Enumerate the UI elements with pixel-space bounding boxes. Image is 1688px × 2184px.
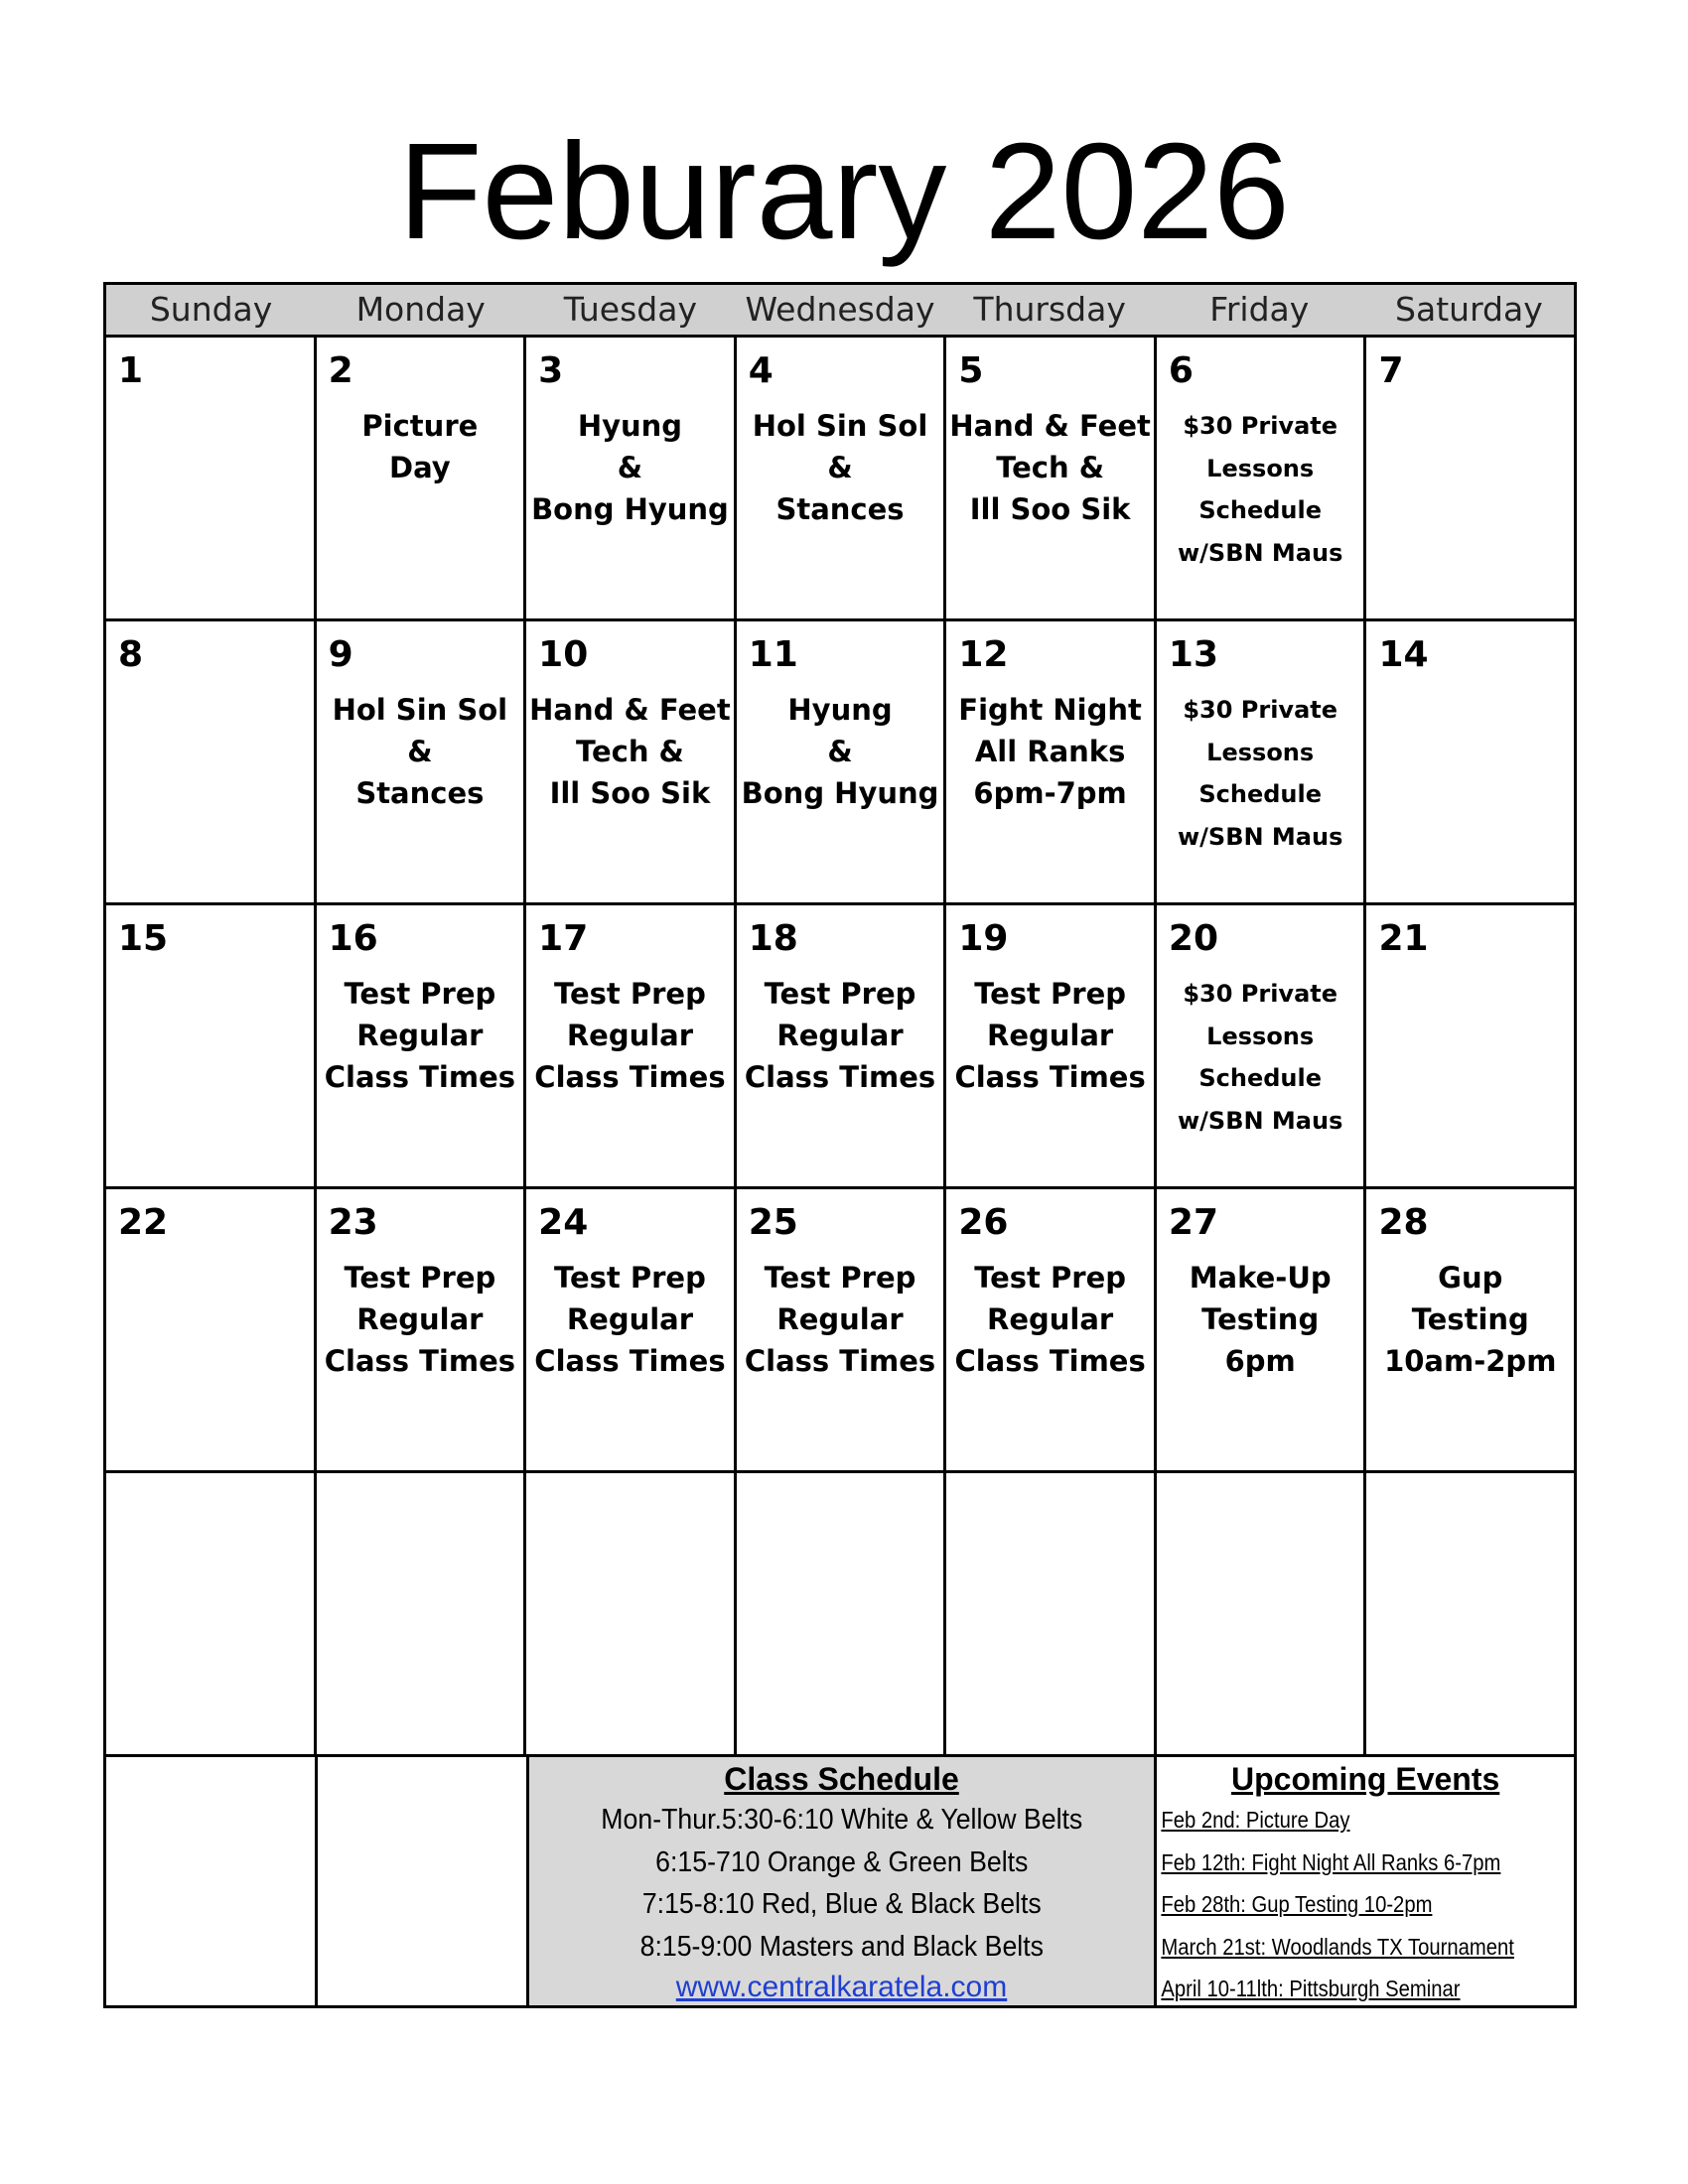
day-cell — [1366, 338, 1574, 618]
event-line: Ill Soo Sik — [549, 776, 711, 810]
event-line: Regular — [776, 1302, 904, 1336]
day-cell — [106, 905, 317, 1186]
event-line: Make-Up — [1189, 1261, 1332, 1295]
event-line: Class Times — [954, 1060, 1146, 1094]
event-line: Bong Hyung — [741, 776, 939, 810]
website-link[interactable]: www.centralkaratela.com — [675, 1971, 1008, 2003]
class-schedule-heading: Class Schedule — [724, 1761, 959, 1797]
event-line: w/SBN Maus — [1177, 1106, 1343, 1135]
event-line: Stances — [775, 492, 905, 526]
day-number: 16 — [328, 918, 378, 959]
day-cell — [526, 1189, 737, 1470]
day-cell — [1366, 1473, 1574, 1754]
week-row — [106, 621, 1574, 905]
day-number: 13 — [1168, 634, 1218, 675]
event-line: Test Prep — [974, 1261, 1126, 1295]
week-row — [106, 905, 1574, 1189]
day-event — [946, 689, 1154, 814]
day-cell — [526, 338, 737, 618]
calendar-footer-row — [106, 1757, 1574, 2005]
day-number: 25 — [748, 1202, 798, 1243]
event-line: $30 Private — [1183, 412, 1338, 440]
schedule-line: Mon-Thur.5:30-6:10 White & Yellow Belts — [601, 1804, 1082, 1836]
event-line: Bong Hyung — [531, 492, 729, 526]
event-line: Testing — [1411, 1302, 1529, 1336]
week-row — [106, 1189, 1574, 1473]
schedule-line: 7:15-8:10 Red, Blue & Black Belts — [641, 1888, 1042, 1920]
calendar-weeks — [106, 338, 1574, 1757]
day-cell — [1366, 621, 1574, 902]
event-line: Hand & Feet — [529, 693, 731, 727]
event-line: 10am-2pm — [1384, 1344, 1557, 1378]
day-event — [317, 689, 524, 814]
event-line: Test Prep — [764, 1261, 916, 1295]
day-number: 5 — [958, 350, 984, 391]
event-line: 6pm — [1224, 1344, 1296, 1378]
day-event — [526, 973, 734, 1098]
day-cell — [737, 621, 947, 902]
event-item: Feb 28th: Gup Testing 10-2pm — [1161, 1891, 1433, 1917]
event-line: Regular — [986, 1019, 1114, 1052]
day-number: 27 — [1168, 1202, 1218, 1243]
day-cell — [317, 905, 527, 1186]
event-line: Class Times — [954, 1344, 1146, 1378]
event-line: Class Times — [744, 1060, 936, 1094]
weekday-label: Wednesday — [745, 290, 935, 329]
event-line: Ill Soo Sik — [969, 492, 1131, 526]
event-line: Picture — [361, 409, 479, 443]
empty-cell — [318, 1757, 529, 2005]
weekday-label: Monday — [355, 290, 486, 329]
upcoming-events-box — [1157, 1757, 1574, 2005]
day-cell — [317, 621, 527, 902]
schedule-line: 8:15-9:00 Masters and Black Belts — [639, 1930, 1044, 1963]
day-cell — [1157, 905, 1367, 1186]
day-number: 15 — [118, 918, 169, 959]
day-event — [1157, 1257, 1364, 1382]
event-line: & — [827, 735, 853, 768]
day-event — [317, 973, 524, 1098]
day-number: 24 — [538, 1202, 589, 1243]
event-line: $30 Private — [1183, 696, 1338, 724]
event-line: Regular — [566, 1019, 694, 1052]
class-schedule-box — [529, 1757, 1158, 2005]
day-number: 19 — [958, 918, 1009, 959]
event-line: $30 Private — [1183, 980, 1338, 1008]
event-line: Gup — [1438, 1261, 1503, 1295]
weekday-label: Friday — [1209, 290, 1310, 329]
event-line: Fight Night — [958, 693, 1142, 727]
event-line: Test Prep — [554, 977, 706, 1011]
event-line: Class Times — [324, 1060, 515, 1094]
event-item: April 10-11lth: Pittsburgh Seminar — [1161, 1976, 1461, 2001]
weekday-label: Tuesday — [563, 290, 697, 329]
event-line: Lessons — [1206, 454, 1315, 482]
day-event — [1157, 973, 1364, 1142]
event-line: Schedule — [1198, 780, 1322, 808]
day-cell — [526, 905, 737, 1186]
event-line: w/SBN Maus — [1177, 538, 1343, 567]
day-number: 4 — [748, 350, 774, 391]
day-event — [946, 405, 1154, 530]
day-number: 28 — [1378, 1202, 1429, 1243]
day-cell — [317, 1473, 527, 1754]
event-line: Regular — [356, 1019, 484, 1052]
weekday-label: Thursday — [973, 290, 1126, 329]
event-line: & — [407, 735, 433, 768]
event-item: Feb 2nd: Picture Day — [1161, 1807, 1350, 1833]
event-line: Regular — [566, 1302, 694, 1336]
event-line: Hol Sin Sol — [752, 409, 928, 443]
weekday-label: Saturday — [1395, 290, 1543, 329]
day-cell — [946, 621, 1157, 902]
day-number: 3 — [538, 350, 564, 391]
calendar-grid — [103, 282, 1577, 2008]
day-number: 1 — [118, 350, 144, 391]
day-event — [737, 405, 944, 530]
upcoming-events-heading: Upcoming Events — [1231, 1761, 1500, 1797]
day-event — [526, 689, 734, 814]
day-event — [946, 1257, 1154, 1382]
event-line: Lessons — [1206, 738, 1315, 766]
day-number: 22 — [118, 1202, 169, 1243]
weekday-label: Sunday — [149, 290, 273, 329]
day-number: 12 — [958, 634, 1009, 675]
day-cell — [106, 338, 317, 618]
week-row — [106, 338, 1574, 621]
day-event — [737, 973, 944, 1098]
day-event — [737, 689, 944, 814]
event-line: Regular — [986, 1302, 1114, 1336]
event-line: Hand & Feet — [949, 409, 1151, 443]
event-line: Hyung — [787, 693, 893, 727]
day-cell — [317, 338, 527, 618]
day-cell — [526, 1473, 737, 1754]
day-number: 20 — [1168, 918, 1218, 959]
event-line: Class Times — [534, 1060, 726, 1094]
day-event — [946, 973, 1154, 1098]
event-line: Class Times — [534, 1344, 726, 1378]
day-cell — [106, 1473, 317, 1754]
event-line: Regular — [776, 1019, 904, 1052]
day-number: 18 — [748, 918, 798, 959]
event-line: Class Times — [744, 1344, 936, 1378]
event-line: Schedule — [1198, 496, 1322, 524]
event-line: & — [617, 451, 643, 484]
day-number: 21 — [1378, 918, 1429, 959]
day-cell — [737, 1189, 947, 1470]
day-cell — [526, 621, 737, 902]
day-cell — [1366, 905, 1574, 1186]
event-line: Testing — [1201, 1302, 1320, 1336]
day-number: 2 — [328, 350, 353, 391]
day-cell — [737, 1473, 947, 1754]
week-row — [106, 1473, 1574, 1757]
event-line: Tech & — [996, 451, 1105, 484]
event-line: Schedule — [1198, 1064, 1322, 1092]
event-line: w/SBN Maus — [1177, 822, 1343, 851]
day-cell — [946, 905, 1157, 1186]
event-line: All Ranks — [974, 735, 1126, 768]
day-number: 11 — [748, 634, 798, 675]
day-cell — [737, 905, 947, 1186]
day-cell — [737, 338, 947, 618]
day-cell — [946, 338, 1157, 618]
day-number: 23 — [328, 1202, 378, 1243]
empty-cell — [106, 1757, 318, 2005]
event-line: Tech & — [576, 735, 684, 768]
day-event — [526, 405, 734, 530]
day-cell — [317, 1189, 527, 1470]
event-item: Feb 12th: Fight Night All Ranks 6-7pm — [1161, 1848, 1501, 1875]
day-number: 14 — [1378, 634, 1429, 675]
day-number: 9 — [328, 634, 353, 675]
event-line: Class Times — [324, 1344, 515, 1378]
event-line: Hyung — [577, 409, 683, 443]
day-event — [1157, 405, 1364, 574]
day-number: 7 — [1378, 350, 1404, 391]
weekday-header — [106, 285, 1574, 338]
event-line: 6pm-7pm — [973, 776, 1127, 810]
day-cell — [1366, 1189, 1574, 1470]
day-number: 17 — [538, 918, 589, 959]
day-cell — [106, 621, 317, 902]
event-line: Stances — [355, 776, 485, 810]
event-line: Test Prep — [344, 977, 496, 1011]
day-cell — [1157, 338, 1367, 618]
day-cell — [1157, 1473, 1367, 1754]
day-event — [1366, 1257, 1574, 1382]
day-event — [737, 1257, 944, 1382]
event-item: March 21st: Woodlands TX Tournament — [1161, 1933, 1515, 1960]
day-cell — [106, 1189, 317, 1470]
day-number: 8 — [118, 634, 144, 675]
day-cell — [1157, 621, 1367, 902]
event-line: Test Prep — [764, 977, 916, 1011]
day-event — [1157, 689, 1364, 858]
day-number: 10 — [538, 634, 589, 675]
day-cell — [946, 1473, 1157, 1754]
event-line: Lessons — [1206, 1022, 1315, 1050]
event-line: Test Prep — [344, 1261, 496, 1295]
day-cell — [1157, 1189, 1367, 1470]
day-number: 6 — [1168, 350, 1194, 391]
day-event — [317, 405, 524, 488]
day-event — [317, 1257, 524, 1382]
event-line: Hol Sin Sol — [332, 693, 508, 727]
day-event — [526, 1257, 734, 1382]
event-line: & — [827, 451, 853, 484]
event-line: Day — [389, 451, 451, 484]
event-line: Test Prep — [974, 977, 1126, 1011]
day-cell — [946, 1189, 1157, 1470]
event-line: Test Prep — [554, 1261, 706, 1295]
calendar-title: Feburary 2026 — [398, 115, 1290, 268]
day-number: 26 — [958, 1202, 1009, 1243]
schedule-line: 6:15-710 Orange & Green Belts — [654, 1845, 1029, 1878]
event-line: Regular — [356, 1302, 484, 1336]
